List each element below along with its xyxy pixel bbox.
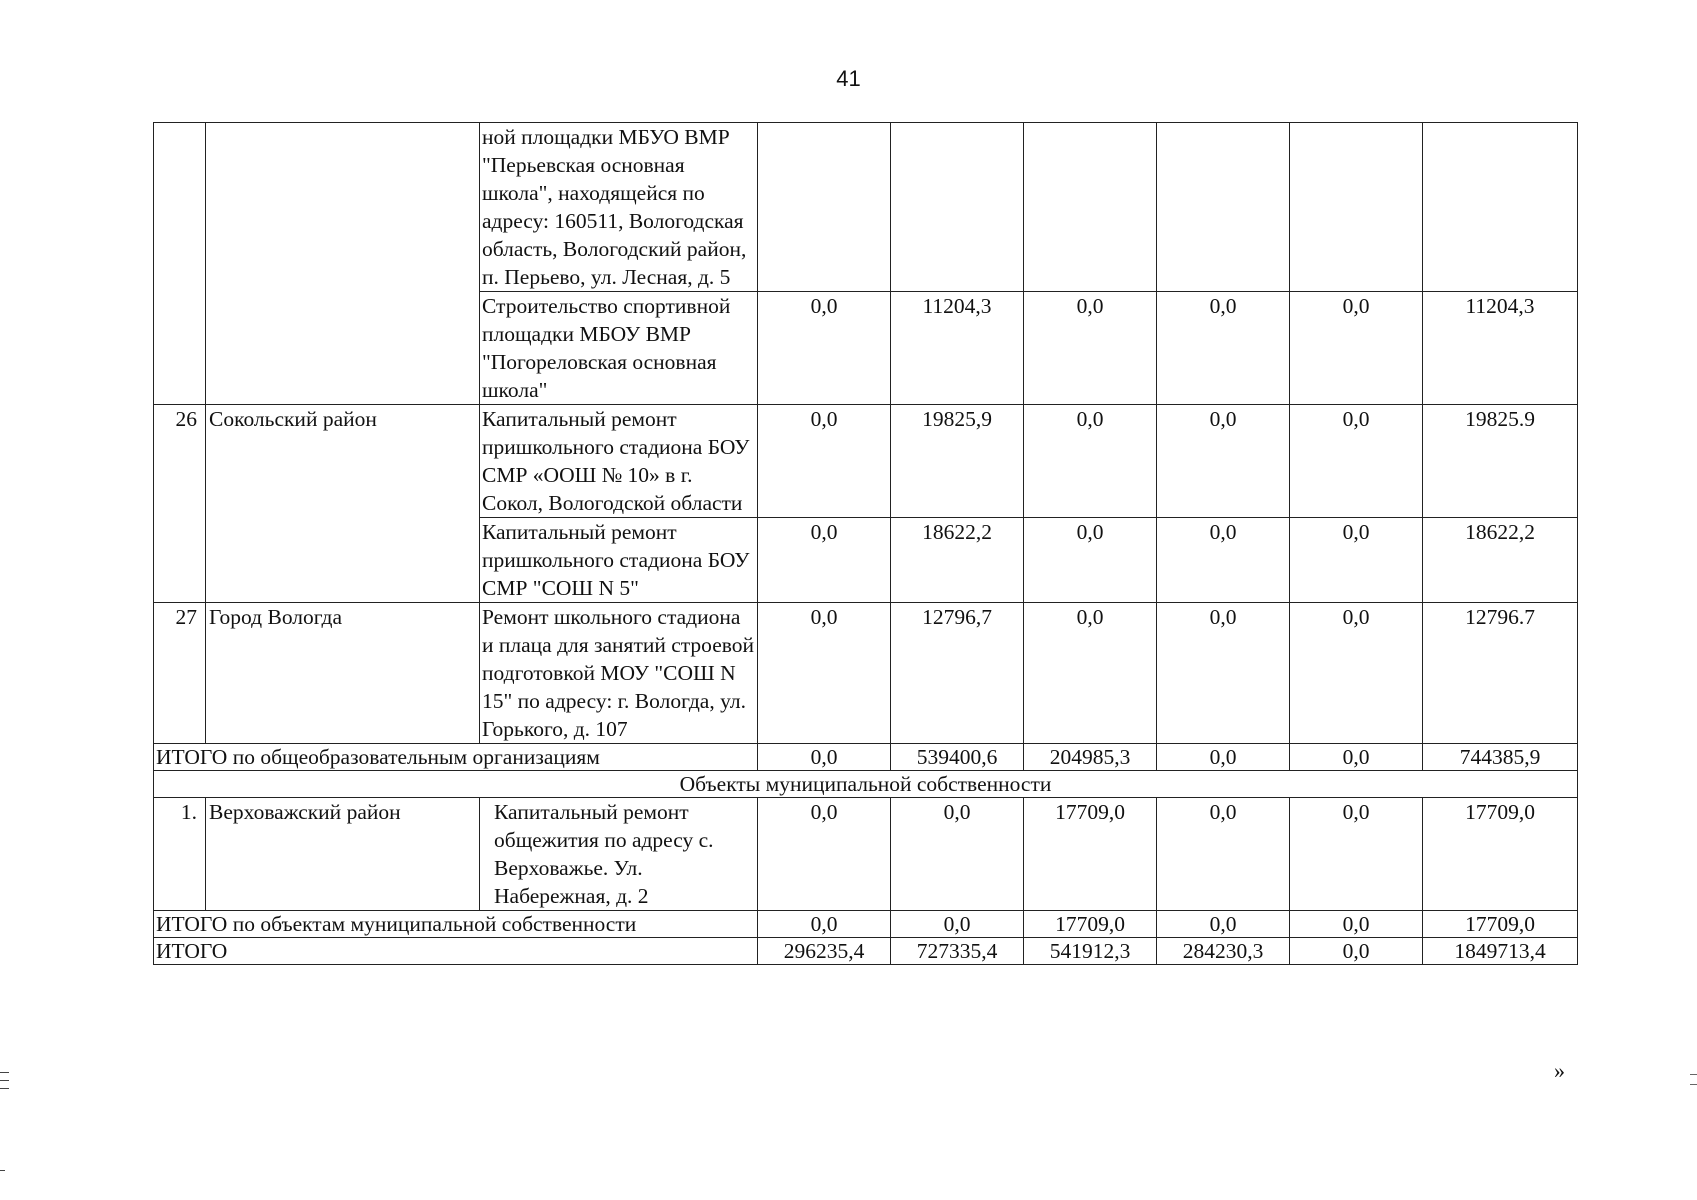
table-row [154, 603, 1578, 744]
value-cell: 727335,4 [891, 938, 1024, 965]
value-cell [891, 123, 1024, 292]
object-description: Ремонт школьного стадиона и плаца для занятий строевой подготовкой МОУ "СОШ N 15" по адресу: г. Вологда, ул. Горького, д. 107 [480, 603, 758, 744]
scan-margin-mark [1690, 1074, 1697, 1075]
value-cell: 296235,4 [758, 938, 891, 965]
row-number: 27 [154, 603, 206, 744]
total-cell: 12796.7 [1423, 603, 1578, 744]
value-cell: 204985,3 [1024, 744, 1157, 771]
value-cell: 0,0 [1290, 744, 1423, 771]
subtotal-row [154, 911, 1578, 938]
row-number: 1. [154, 798, 206, 911]
object-description: Капитальный ремонт пришкольного стадиона БОУ СМР "СОШ N 5" [480, 518, 758, 603]
value-cell: 17709,0 [1024, 911, 1157, 938]
value-cell: 17709,0 [1024, 798, 1157, 911]
value-cell: 0,0 [1290, 798, 1423, 911]
value-cell: 0,0 [891, 911, 1024, 938]
row-number: 26 [154, 405, 206, 603]
object-description: Строительство спортивной площадки МБОУ ВМР "Погореловская основная школа" [480, 292, 758, 405]
value-cell: 19825,9 [891, 405, 1024, 518]
object-description: ной площадки МБУО ВМР "Перьевская основная школа", находящейся по адресу: 160511, Вологодская область, Вологодский район, п. Перьево, ул. Лесная, д. 5 [480, 123, 758, 292]
section-title: Объекты муниципальной собственности [154, 771, 1578, 798]
table-row [154, 123, 1578, 292]
value-cell: 0,0 [891, 798, 1024, 911]
value-cell [1024, 123, 1157, 292]
value-cell: 0,0 [758, 603, 891, 744]
district-name: Верховажский район [206, 798, 480, 911]
value-cell: 0,0 [1157, 744, 1290, 771]
total-cell: 744385,9 [1423, 744, 1578, 771]
total-cell: 18622,2 [1423, 518, 1578, 603]
subtotal-label: ИТОГО по общеобразовательным организациям [154, 744, 758, 771]
value-cell: 539400,6 [891, 744, 1024, 771]
scan-margin-mark [0, 1072, 9, 1073]
total-cell: 17709,0 [1423, 798, 1578, 911]
value-cell: 18622,2 [891, 518, 1024, 603]
value-cell: 0,0 [1290, 603, 1423, 744]
value-cell: 0,0 [1157, 798, 1290, 911]
value-cell: 0,0 [1290, 292, 1423, 405]
value-cell: 0,0 [1290, 938, 1423, 965]
value-cell: 0,0 [758, 292, 891, 405]
value-cell: 0,0 [1157, 911, 1290, 938]
section-header-row [154, 771, 1578, 798]
total-cell: 19825.9 [1423, 405, 1578, 518]
grand-total-label: ИТОГО [154, 938, 758, 965]
value-cell: 0,0 [758, 798, 891, 911]
value-cell: 0,0 [1157, 518, 1290, 603]
closing-quote: » [1554, 1058, 1565, 1083]
object-description: Капитальный ремонт общежития по адресу с. Верховажье. Ул. Набережная, д. 2 [480, 798, 758, 911]
total-cell: 11204,3 [1423, 292, 1578, 405]
funding-table [153, 122, 1578, 965]
value-cell: 0,0 [1157, 292, 1290, 405]
total-cell: 1849713,4 [1423, 938, 1578, 965]
value-cell: 11204,3 [891, 292, 1024, 405]
value-cell: 0,0 [758, 405, 891, 518]
total-cell [1423, 123, 1578, 292]
subtotal-label: ИТОГО по объектам муниципальной собственности [154, 911, 758, 938]
district-name: Город Вологда [206, 603, 480, 744]
object-description: Капитальный ремонт пришкольного стадиона БОУ СМР «ООШ № 10» в г. Сокол, Вологодской области [480, 405, 758, 518]
value-cell: 0,0 [1290, 405, 1423, 518]
value-cell: 541912,3 [1024, 938, 1157, 965]
subtotal-row [154, 744, 1578, 771]
value-cell: 0,0 [758, 518, 891, 603]
value-cell: 0,0 [1024, 405, 1157, 518]
value-cell: 12796,7 [891, 603, 1024, 744]
value-cell: 0,0 [1157, 405, 1290, 518]
page-number: 41 [836, 66, 861, 91]
value-cell: 0,0 [1024, 292, 1157, 405]
value-cell: 0,0 [1290, 518, 1423, 603]
value-cell: 0,0 [1157, 603, 1290, 744]
value-cell: 0,0 [1290, 911, 1423, 938]
total-cell: 17709,0 [1423, 911, 1578, 938]
value-cell: 0,0 [1024, 518, 1157, 603]
district-name [206, 123, 480, 405]
scan-margin-mark [0, 1080, 9, 1081]
scan-margin-mark [1690, 1084, 1697, 1085]
table-row [154, 798, 1578, 911]
table-row [154, 405, 1578, 518]
value-cell [1157, 123, 1290, 292]
row-number [154, 123, 206, 405]
value-cell: 0,0 [758, 744, 891, 771]
value-cell: 0,0 [758, 911, 891, 938]
value-cell [1290, 123, 1423, 292]
district-name: Сокольский район [206, 405, 480, 603]
value-cell [758, 123, 891, 292]
scan-margin-mark [0, 1170, 5, 1171]
value-cell: 284230,3 [1157, 938, 1290, 965]
value-cell: 0,0 [1024, 603, 1157, 744]
grand-total-row [154, 938, 1578, 965]
scan-margin-mark [0, 1088, 9, 1089]
